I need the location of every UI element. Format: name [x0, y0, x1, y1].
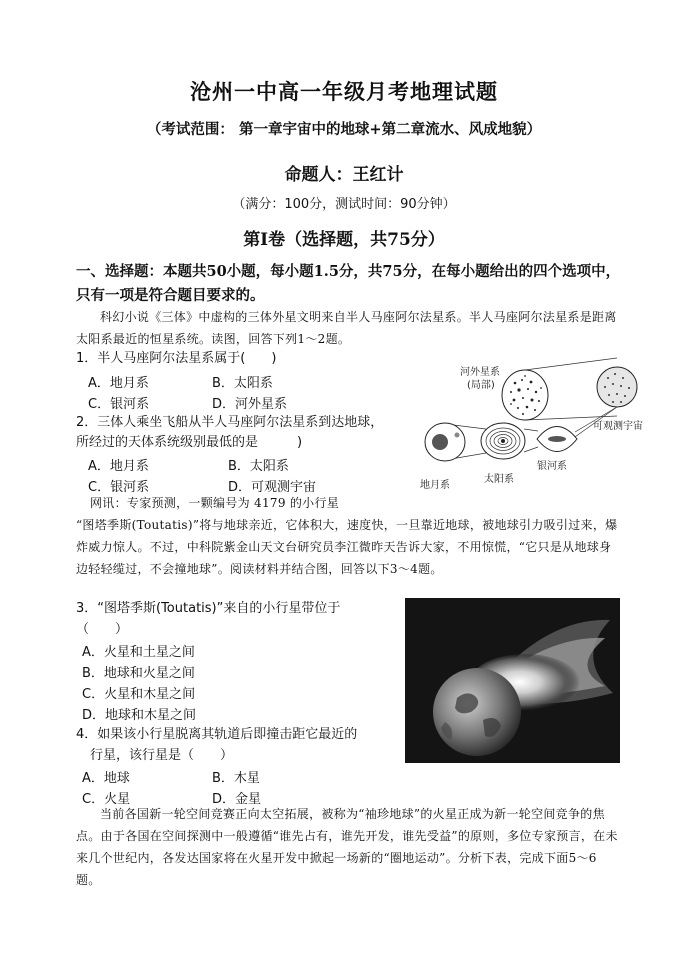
question-2-stem-line2: 所经过的天体系统级别最低的是 ): [76, 435, 303, 450]
q3-option-a: A．火星和土星之间: [82, 645, 195, 660]
observable-universe-circle: [597, 367, 637, 407]
q4-option-d: D．金星: [212, 792, 262, 807]
q1-option-d: D．河外星系: [212, 397, 288, 412]
other-galaxies-circle: [502, 370, 548, 420]
exam-range: （考试范围： 第一章宇宙中的地球+第二章流水、风成地貌）: [146, 121, 542, 138]
q1-option-a: A．地月系: [88, 376, 149, 391]
label-earth-moon: 地月系: [420, 480, 450, 491]
q4-option-b: B．木星: [212, 771, 260, 786]
question-3-stem-line1: 3．“图塔季斯(Toutatis)”来自的小行星带位于: [76, 601, 341, 616]
question-1-stem: 1．半人马座阿尔法星系属于( ): [76, 351, 277, 366]
label-solar-system: 太阳系: [484, 474, 514, 485]
reading-passage-1: 科幻小说《三体》中虚构的三体外星文明来自半人马座阿尔法星系。半人马座阿尔法星系是距离太阳系最近的恒星系统。读图，回答下列1～2题。: [76, 310, 617, 346]
question-2-stem-line1: 2．三体人乘坐飞船从半人马座阿尔法星系到达地球，: [76, 415, 384, 430]
part-heading: 第Ⅰ卷（选择题，共75分）: [243, 230, 445, 250]
q3-option-d: D．地球和木星之间: [82, 708, 197, 723]
section-heading: 一、选择题：本题共50小题，每小题1.5分，共75分，在每小题给出的四个选项中，只有一项是符合题目要求的。: [76, 263, 621, 304]
question-3-stem-line2: （ ）: [76, 622, 129, 637]
label-observable-universe: 可观测宇宙: [593, 421, 643, 432]
q1-option-c: C．银河系: [88, 397, 150, 412]
q1-option-b: B．太阳系: [212, 376, 273, 391]
q2-option-b: B．太阳系: [228, 459, 289, 474]
exam-title: 沧州一中高一年级月考地理试题: [190, 79, 498, 104]
exam-author: 命题人：王红计: [284, 165, 404, 185]
q4-option-c: C．火星: [82, 792, 131, 807]
label-milky-way: 银河系: [537, 461, 567, 472]
reading-passage-2-line1: 网讯：专家预测，一颗编号为 4179 的小行星: [90, 496, 340, 510]
label-other-galaxies: 河外星系: [460, 367, 500, 378]
asteroid-earth-image: [405, 598, 620, 763]
q2-option-c: C．银河系: [88, 480, 150, 495]
question-4-stem-line2: 行星，该行星是（ ）: [90, 748, 234, 763]
q3-option-c: C．火星和木星之间: [82, 687, 196, 702]
q2-option-d: D．可观测宇宙: [228, 480, 317, 495]
reading-passage-2: “图塔季斯(Toutatis)”将与地球亲近，它体积大，速度快，一旦靠近地球，被地球引力吸引过来，爆炸威力惊人。不过，中科院紫金山天文台研究员李江微昨天告诉大家，不用惊慌，“它只是从地球身边轻轻缆过，不会撞地球”。阅读材料并结合图，回答以下3～4题。: [76, 518, 618, 576]
question-4-stem-line1: 4．如果该小行星脱离其轨道后即撞击距它最近的: [76, 727, 358, 742]
q4-option-a: A．地球: [82, 771, 130, 786]
celestial-systems-diagram: [415, 352, 660, 497]
reading-passage-3: 当前各国新一轮空间竞赛正向太空拓展，被称为“袖珍地球”的火星正成为新一轮空间竞争的焦点。由于各国在空间探测中一般遵循“谁先占有，谁先开发，谁先受益”的原则，多位专家预言，在未来几个世纪内，各发达国家将在火星开发中掀起一场新的“圈地运动”。分析下表，完成下面5～6题。: [76, 807, 618, 887]
exam-score-time: （满分：100分，测试时间：90分钟）: [232, 197, 456, 212]
label-partial: (局部): [467, 380, 495, 391]
q3-option-b: B．地球和火星之间: [82, 666, 195, 681]
earth-globe: [433, 668, 521, 756]
q2-option-a: A．地月系: [88, 459, 149, 474]
